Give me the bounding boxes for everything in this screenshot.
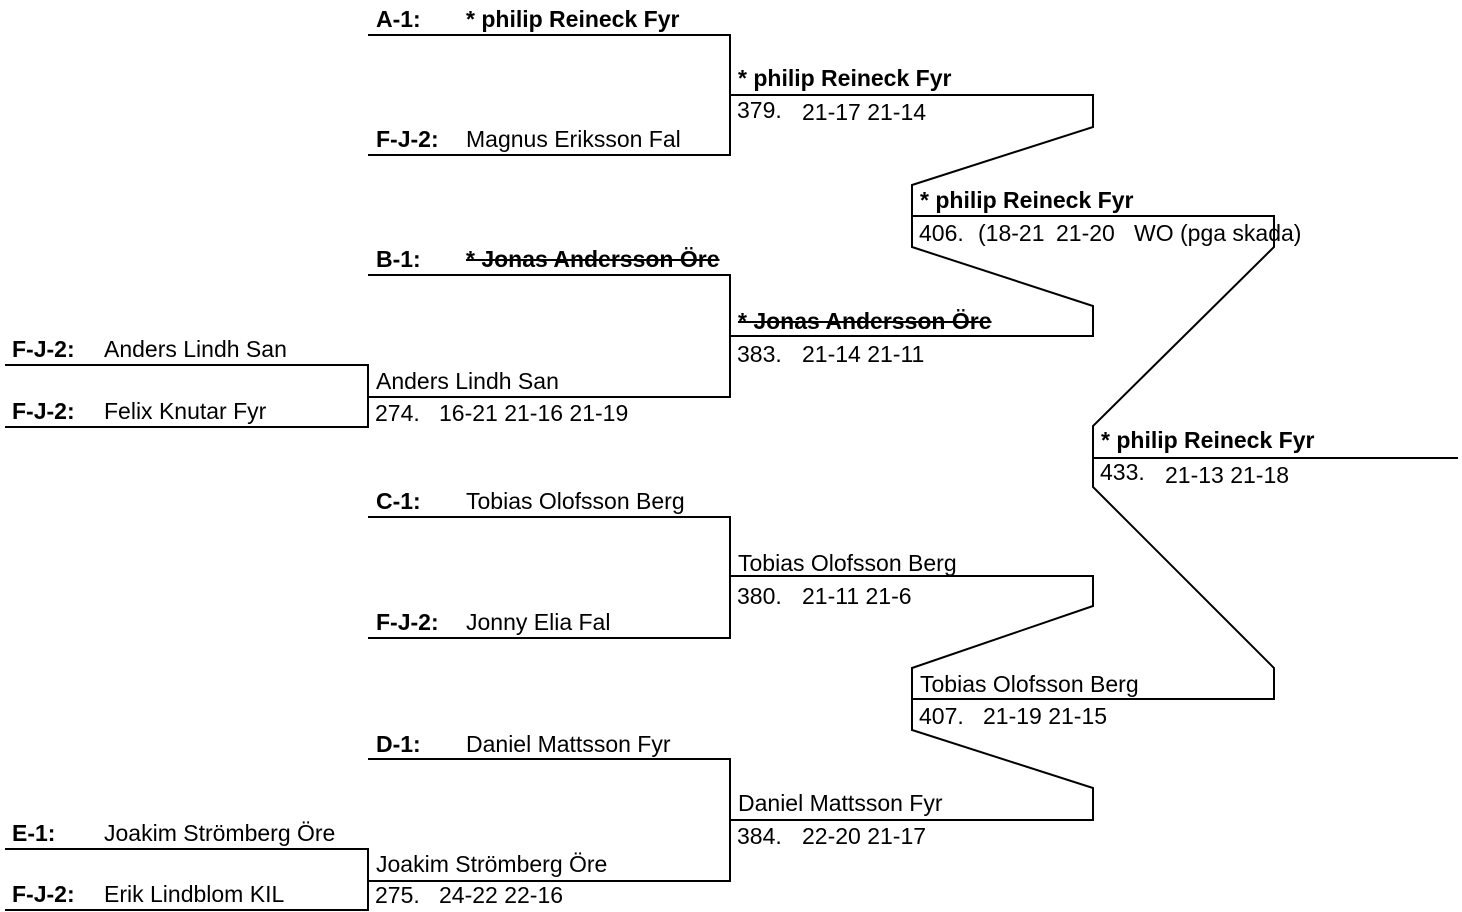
match-number: 383.	[737, 341, 782, 367]
match-score: 24-22 22-16	[439, 882, 564, 908]
player-name: * Jonas Andersson Öre	[466, 246, 720, 272]
match-winner: * philip Reineck Fyr	[738, 65, 952, 91]
seed-label: F-J-2:	[12, 398, 75, 424]
player-name: Erik Lindblom KIL	[104, 881, 285, 907]
match-winner: Daniel Mattsson Fyr	[738, 790, 943, 816]
match-number: 275.	[375, 882, 420, 908]
match-score: 21-19 21-15	[983, 703, 1108, 729]
player-name: Joakim Strömberg Öre	[104, 820, 336, 846]
seed-label: B-1:	[376, 246, 421, 272]
match-number: 406.	[919, 220, 964, 246]
match-winner: * philip Reineck Fyr	[1101, 427, 1315, 453]
seed-label: E-1:	[12, 820, 56, 846]
match-number: 384.	[737, 823, 782, 849]
seed-label: C-1:	[376, 488, 421, 514]
seed-label: F-J-2:	[12, 881, 75, 907]
player-name: * philip Reineck Fyr	[466, 6, 680, 32]
seed-label: A-1:	[376, 6, 421, 32]
match-winner: Joakim Strömberg Öre	[376, 851, 608, 877]
match-score: 21-11 21-6	[802, 583, 912, 609]
match-winner: * philip Reineck Fyr	[920, 187, 1134, 213]
match-number: 380.	[737, 583, 782, 609]
match-score: 21-14 21-11	[802, 341, 925, 367]
player-name: Anders Lindh San	[104, 336, 287, 362]
seed-label: F-J-2:	[376, 609, 439, 635]
seed-label: D-1:	[376, 731, 421, 757]
player-name: Felix Knutar Fyr	[104, 398, 267, 424]
match-score: 21-20	[1056, 220, 1115, 246]
seed-label: F-J-2:	[376, 126, 439, 152]
match-number: 274.	[375, 400, 420, 426]
match-score: 21-13 21-18	[1165, 462, 1290, 488]
player-name: Jonny Elia Fal	[466, 609, 611, 635]
match-score: 22-20 21-17	[802, 823, 927, 849]
match-score: 21-17 21-14	[802, 99, 927, 125]
player-name: Tobias Olofsson Berg	[466, 488, 685, 514]
match-number: 433.	[1100, 459, 1145, 485]
match-score: 16-21 21-16 21-19	[439, 400, 629, 426]
seed-label: F-J-2:	[12, 336, 75, 362]
match-number: 407.	[919, 703, 964, 729]
player-name: Daniel Mattsson Fyr	[466, 731, 671, 757]
match-winner: * Jonas Andersson Öre	[738, 308, 992, 334]
match-winner: Anders Lindh San	[376, 368, 559, 394]
match-winner: Tobias Olofsson Berg	[738, 550, 957, 576]
match-number: 379.	[737, 97, 782, 123]
match-score: (18-21	[978, 220, 1045, 246]
match-winner: Tobias Olofsson Berg	[920, 671, 1139, 697]
match-note: WO (pga skada)	[1134, 220, 1302, 246]
player-name: Magnus Eriksson Fal	[466, 126, 681, 152]
